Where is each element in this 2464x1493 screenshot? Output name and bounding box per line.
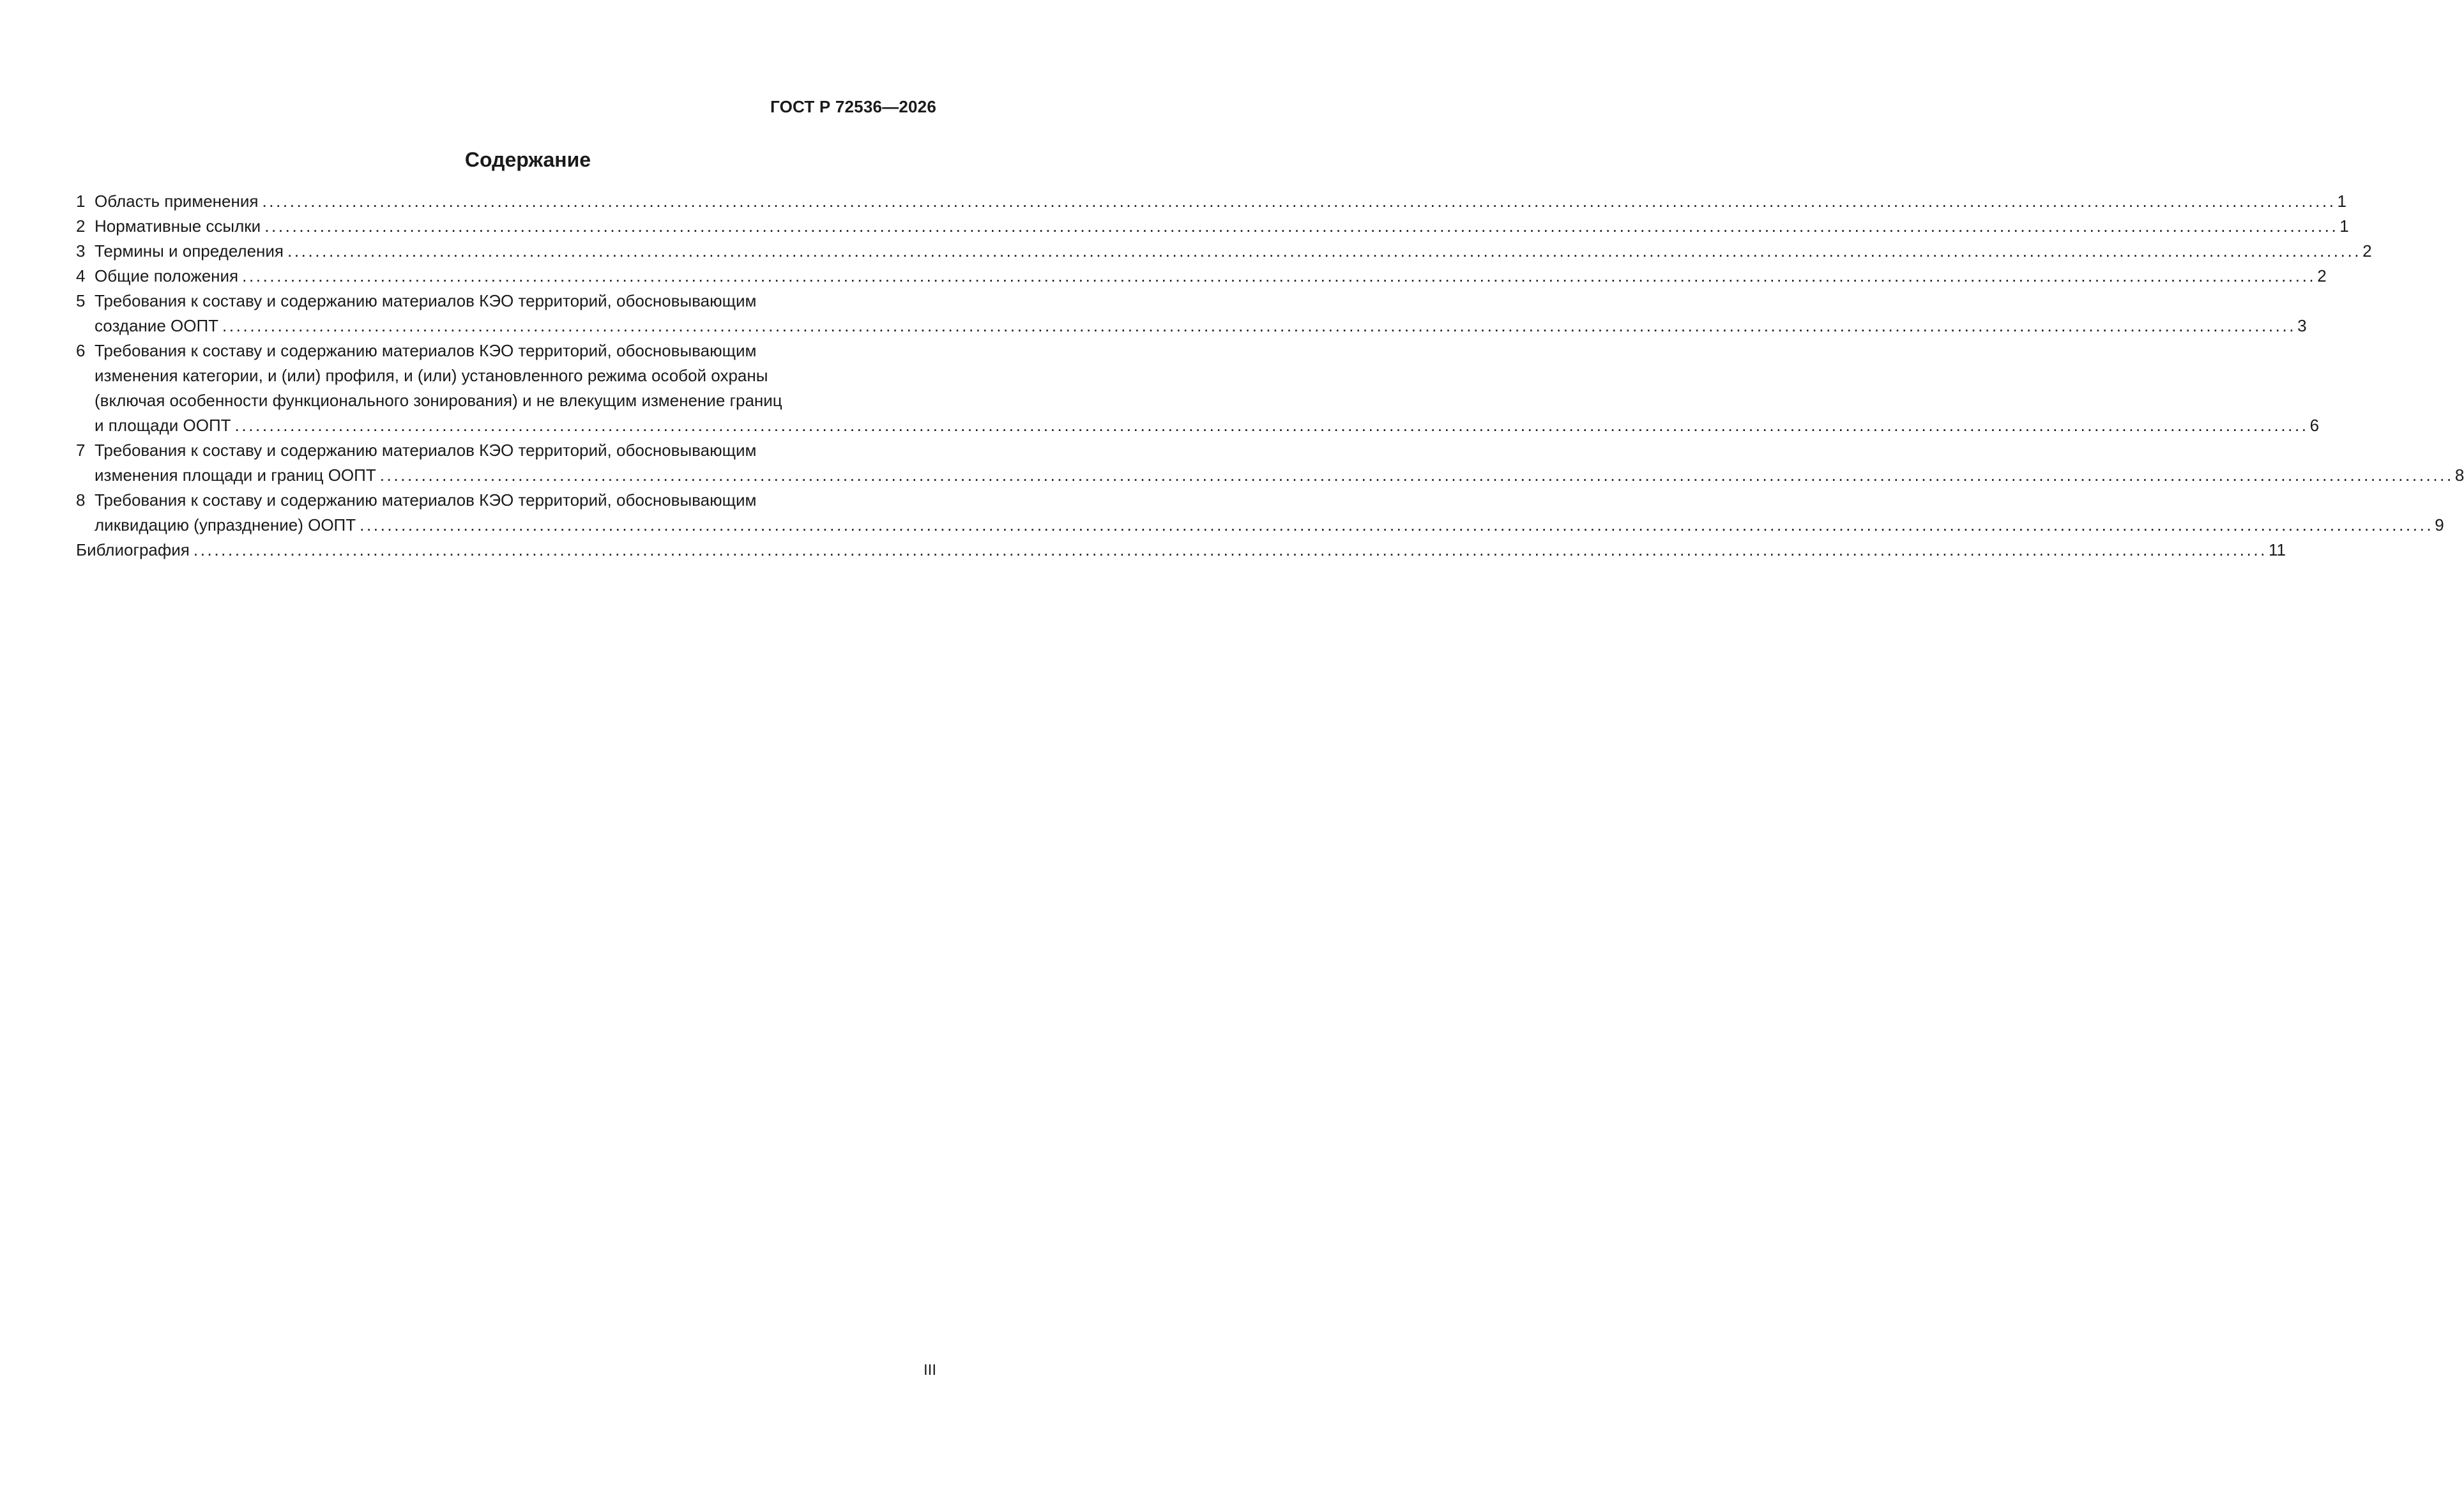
toc-entry-text: Требования к составу и содержанию материалов КЭО территорий, обосновывающим	[95, 291, 757, 310]
document-code: ГОСТ Р 72536—2026	[770, 97, 936, 116]
toc-entry-text: Требования к составу и содержанию материалов КЭО территорий, обосновывающим	[95, 441, 757, 460]
dot-leader: ............................................................................................................................................................................................................................................................................................................	[262, 192, 2336, 211]
toc-entry-7[interactable]	[76, 438, 2464, 488]
toc-entry-text: Область применения	[95, 192, 259, 211]
toc-entry-page: 8	[2454, 466, 2464, 485]
toc-entry-text: Общие положения	[95, 266, 239, 285]
dot-leader: ............................................................................................................................................................................................................................................................................................................	[242, 266, 2316, 285]
toc-title: Содержание	[464, 148, 591, 171]
dot-leader: ............................................................................................................................................................................................................................................................................................................	[222, 316, 2297, 335]
toc-entry-text: изменения категории, и (или) профиля, и (или) установленного режима особой охраны	[95, 366, 768, 385]
toc-entry-text: Библиография	[76, 540, 190, 559]
toc-entry-number: 7	[76, 441, 86, 460]
dot-leader: ............................................................................................................................................................................................................................................................................................................	[287, 241, 2362, 261]
toc-entry-page: 3	[2297, 316, 2307, 335]
toc-entry-page: 1	[2337, 192, 2346, 211]
dot-leader: ............................................................................................................................................................................................................................................................................................................	[379, 466, 2454, 485]
toc-entry-number: 5	[76, 291, 86, 310]
toc-entry-page: 11	[2268, 540, 2286, 559]
toc-entry-2[interactable]	[76, 214, 2349, 239]
toc-entry-text: Нормативные ссылки	[95, 216, 261, 236]
toc-entry-number: 6	[76, 341, 86, 360]
dot-leader: ............................................................................................................................................................................................................................................................................................................	[234, 416, 2309, 435]
toc-entry-number: 3	[76, 241, 86, 261]
toc-entry-page: 2	[2362, 241, 2372, 261]
toc-entry-5[interactable]	[76, 289, 2307, 338]
table-of-contents	[76, 189, 2464, 563]
toc-entry-page: 6	[2309, 416, 2320, 435]
dot-leader: ............................................................................................................................................................................................................................................................................................................	[264, 216, 2339, 236]
toc-entry-text: (включая особенности функционального зонирования) и не влекущим изменение границ	[95, 391, 782, 410]
toc-entry-page: 2	[2317, 266, 2327, 285]
toc-entry-text: Требования к составу и содержанию материалов КЭО территорий, обосновывающим	[95, 341, 757, 360]
toc-entry-4[interactable]	[76, 264, 2327, 289]
toc-entry-page: 9	[2435, 515, 2444, 534]
toc-entry-text: и площади ООПТ	[95, 416, 231, 435]
toc-entry-6[interactable]	[76, 338, 2320, 438]
toc-entry-text: создание ООПТ	[95, 316, 219, 335]
toc-entry-text: изменения площади и границ ООПТ	[95, 466, 376, 485]
toc-entry-number: 1	[76, 192, 86, 211]
toc-entry-8[interactable]	[76, 488, 2444, 538]
toc-entry-1[interactable]	[76, 189, 2346, 214]
toc-entry-number: 2	[76, 216, 86, 236]
toc-entry-3[interactable]	[76, 239, 2372, 264]
dot-leader: ............................................................................................................................................................................................................................................................................................................	[360, 515, 2434, 534]
toc-entry-number: 4	[76, 266, 86, 285]
page-number: III	[923, 1361, 936, 1379]
toc-entry-text: Термины и определения	[95, 241, 284, 261]
toc-entry-text: Требования к составу и содержанию материалов КЭО территорий, обосновывающим	[95, 490, 757, 510]
toc-entry-number: 8	[76, 490, 86, 510]
dot-leader: ............................................................................................................................................................................................................................................................................................................	[193, 540, 2267, 559]
toc-entry-bibliography[interactable]	[76, 538, 2286, 563]
toc-entry-page: 1	[2339, 216, 2349, 236]
toc-entry-text: ликвидацию (упразднение) ООПТ	[95, 515, 356, 534]
